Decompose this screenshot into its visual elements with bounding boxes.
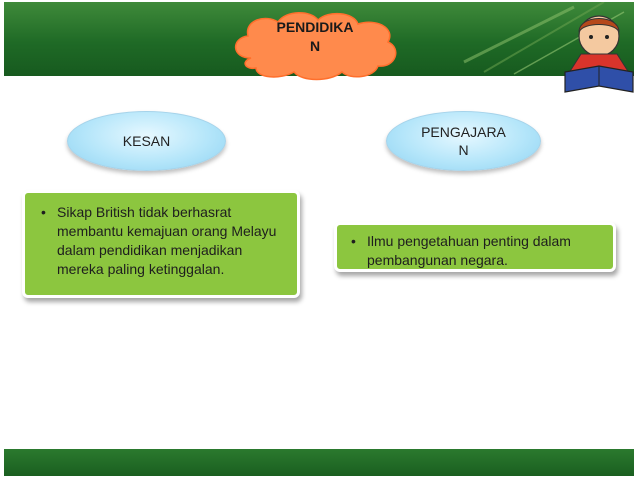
slide-title-line1: PENDIDIKA	[276, 19, 354, 35]
heading-pengajaran-line2: N	[458, 142, 469, 158]
pengajaran-content-box	[334, 222, 616, 272]
heading-pengajaran	[386, 111, 541, 171]
pengajaran-bullet: • Ilmu pengetahuan penting dalam pembangunan negara.	[367, 232, 609, 270]
kesan-content-box	[22, 190, 300, 298]
slide-title	[226, 18, 404, 56]
footer-band	[4, 449, 634, 476]
heading-kesan	[67, 111, 226, 171]
heading-pengajaran-line1: PENGAJARA	[421, 124, 506, 140]
slide-title-line2: N	[309, 38, 321, 54]
reading-student-icon	[561, 6, 637, 96]
kesan-bullet: • Sikap British tidak berhasrat membantu kemajuan orang Melayu dalam pendidikan menjadikan mereka paling ketinggalan.	[57, 203, 291, 279]
heading-kesan-label: KESAN	[122, 133, 171, 149]
